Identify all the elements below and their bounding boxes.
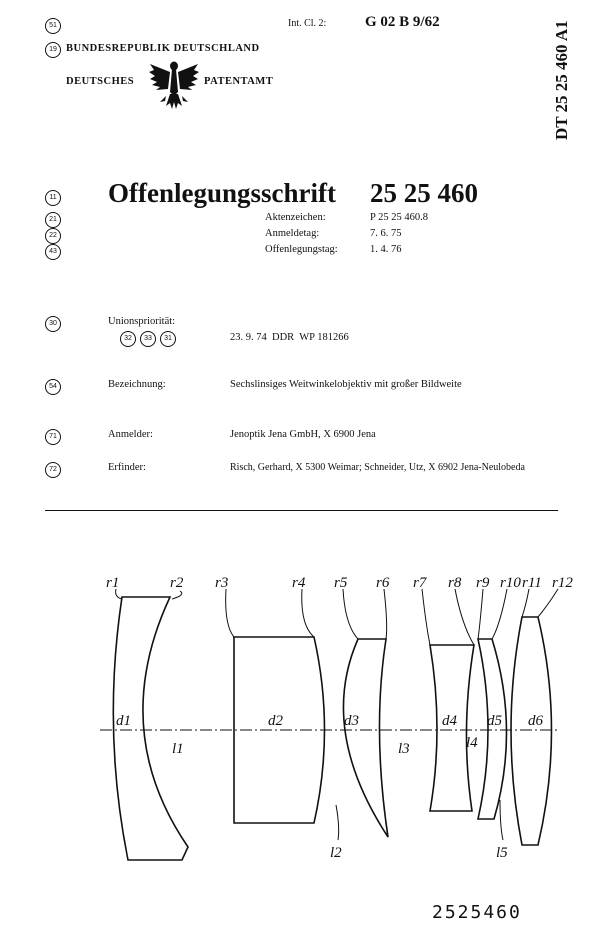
label-l3: l3 xyxy=(398,741,410,757)
country-name: BUNDESREPUBLIK DEUTSCHLAND xyxy=(66,43,260,54)
anmeldetag-value: 7. 6. 75 xyxy=(370,228,402,239)
label-r2: r2 xyxy=(170,575,184,591)
int-cl-label: Int. Cl. 2: xyxy=(288,18,327,29)
inid-32: 32 xyxy=(120,331,136,347)
prioritaet-value: 23. 9. 74 DDR WP 181266 xyxy=(230,332,349,343)
inid-72: 72 xyxy=(45,462,61,478)
inid-21: 21 xyxy=(45,212,61,228)
label-r4: r4 xyxy=(292,575,306,591)
aktenzeichen-value: P 25 25 460.8 xyxy=(370,212,428,223)
erfinder-label: Erfinder: xyxy=(108,462,146,473)
label-l2: l2 xyxy=(330,845,342,861)
label-d1: d1 xyxy=(116,713,131,729)
lens-diagram xyxy=(0,565,600,875)
office-right: PATENTAMT xyxy=(204,76,274,87)
inid-33: 33 xyxy=(140,331,156,347)
label-r10: r10 xyxy=(500,575,521,591)
bezeichnung-value: Sechslinsiges Weitwinkelobjektiv mit großer Bildweite xyxy=(230,379,462,390)
lens-5 xyxy=(478,639,507,819)
lens-3 xyxy=(343,639,388,837)
inid-43: 43 xyxy=(45,244,61,260)
inid-31: 31 xyxy=(160,331,176,347)
label-r12: r12 xyxy=(552,575,573,591)
anmeldetag-label: Anmeldetag: xyxy=(265,228,320,239)
offenlegungstag-label: Offenlegungstag: xyxy=(265,244,338,255)
offenlegungstag-value: 1. 4. 76 xyxy=(370,244,402,255)
label-l4: l4 xyxy=(466,735,478,751)
inid-71: 71 xyxy=(45,429,61,445)
lens-6 xyxy=(511,617,552,845)
side-document-code: DT 25 25 460 A1 xyxy=(552,20,571,140)
erfinder-value: Risch, Gerhard, X 5300 Weimar; Schneider, Utz, X 6902 Jena-Neulobeda xyxy=(230,462,525,473)
label-r8: r8 xyxy=(448,575,462,591)
document-number: 25 25 460 xyxy=(370,178,478,208)
label-r6: r6 xyxy=(376,575,390,591)
label-r5: r5 xyxy=(334,575,348,591)
divider xyxy=(45,510,558,511)
label-d3: d3 xyxy=(344,713,359,729)
label-r11: r11 xyxy=(522,575,542,591)
prioritaet-label: Unionspriorität: xyxy=(108,316,176,327)
label-d5: d5 xyxy=(487,713,502,729)
inid-30: 30 xyxy=(45,316,61,332)
label-r1: r1 xyxy=(106,575,120,591)
label-l5: l5 xyxy=(496,845,508,861)
label-l1: l1 xyxy=(172,741,184,757)
label-d6: d6 xyxy=(528,713,543,729)
aktenzeichen-label: Aktenzeichen: xyxy=(265,212,326,223)
label-r7: r7 xyxy=(413,575,427,591)
label-d4: d4 xyxy=(442,713,457,729)
bezeichnung-label: Bezeichnung: xyxy=(108,379,166,390)
anmelder-value: Jenoptik Jena GmbH, X 6900 Jena xyxy=(230,429,376,440)
office-left: DEUTSCHES xyxy=(66,76,135,87)
federal-eagle-icon xyxy=(148,56,200,112)
label-r9: r9 xyxy=(476,575,490,591)
anmelder-label: Anmelder: xyxy=(108,429,153,440)
document-type: Offenlegungsschrift xyxy=(108,178,336,208)
inid-54: 54 xyxy=(45,379,61,395)
int-cl-value: G 02 B 9/62 xyxy=(365,14,440,30)
label-r3: r3 xyxy=(215,575,229,591)
inid-11: 11 xyxy=(45,190,61,206)
inid-19: 19 xyxy=(45,42,61,58)
footer-number: 2525460 xyxy=(432,902,522,923)
inid-51: 51 xyxy=(45,18,61,34)
label-d2: d2 xyxy=(268,713,283,729)
inid-22: 22 xyxy=(45,228,61,244)
